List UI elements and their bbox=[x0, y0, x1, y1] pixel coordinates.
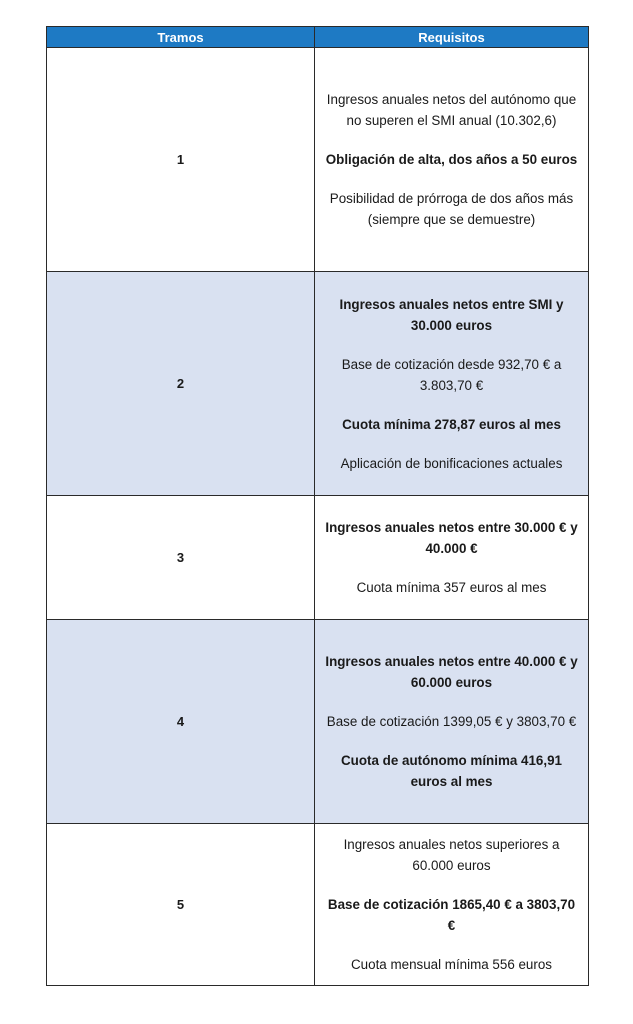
table-row-tramo-5 bbox=[47, 824, 589, 986]
table-row-tramo-2 bbox=[47, 272, 589, 496]
tramo-number: 1 bbox=[47, 48, 315, 272]
tramo-number: 4 bbox=[47, 620, 315, 824]
table-row-tramo-1 bbox=[47, 48, 589, 272]
tramo-number: 5 bbox=[47, 824, 315, 986]
requisitos-cell bbox=[315, 48, 589, 272]
requisito-text: Cuota mínima 357 euros al mes bbox=[356, 580, 547, 595]
requisitos-cell bbox=[315, 620, 589, 824]
tramo-number: 2 bbox=[47, 272, 315, 496]
requisito-text: Cuota de autónomo mínima 416,91 euros al mes bbox=[341, 753, 562, 789]
requisitos-cell bbox=[315, 496, 589, 620]
requisito-text: Obligación de alta, dos años a 50 euros bbox=[325, 152, 578, 167]
requisito-text: Base de cotización desde 932,70 € a 3.803,70 € bbox=[341, 356, 562, 393]
tramo-number: 3 bbox=[47, 496, 315, 620]
requisito-text: Base de cotización 1865,40 € a 3803,70 € bbox=[327, 897, 576, 933]
tramos-table bbox=[46, 26, 589, 986]
requisito-text: Cuota mensual mínima 556 euros bbox=[351, 957, 552, 972]
requisito-text: Ingresos anuales netos entre SMI y 30.000 euros bbox=[339, 296, 564, 333]
table-header-row bbox=[47, 27, 589, 48]
requisito-text: Ingresos anuales netos superiores a 60.000 euros bbox=[343, 837, 560, 873]
requisito-text: Posibilidad de prórroga de dos años más (siempre que se demuestre) bbox=[329, 191, 574, 227]
requisito-text: Ingresos anuales netos entre 40.000 € y 60.000 euros bbox=[325, 654, 578, 690]
header-requisitos: Requisitos bbox=[315, 27, 589, 48]
requisito-text: Cuota mínima 278,87 euros al mes bbox=[342, 416, 561, 432]
requisito-text: Ingresos anuales netos entre 30.000 € y 40.000 € bbox=[325, 520, 578, 556]
table-row-tramo-3 bbox=[47, 496, 589, 620]
requisito-text: Aplicación de bonificaciones actuales bbox=[340, 455, 563, 471]
requisito-text: Base de cotización 1399,05 € y 3803,70 € bbox=[326, 714, 577, 729]
header-tramos: Tramos bbox=[47, 27, 315, 48]
requisitos-cell bbox=[315, 272, 589, 496]
table-row-tramo-4 bbox=[47, 620, 589, 824]
requisito-text: Ingresos anuales netos del autónomo que no superen el SMI anual (10.302,6) bbox=[326, 92, 577, 128]
requisitos-cell bbox=[315, 824, 589, 986]
